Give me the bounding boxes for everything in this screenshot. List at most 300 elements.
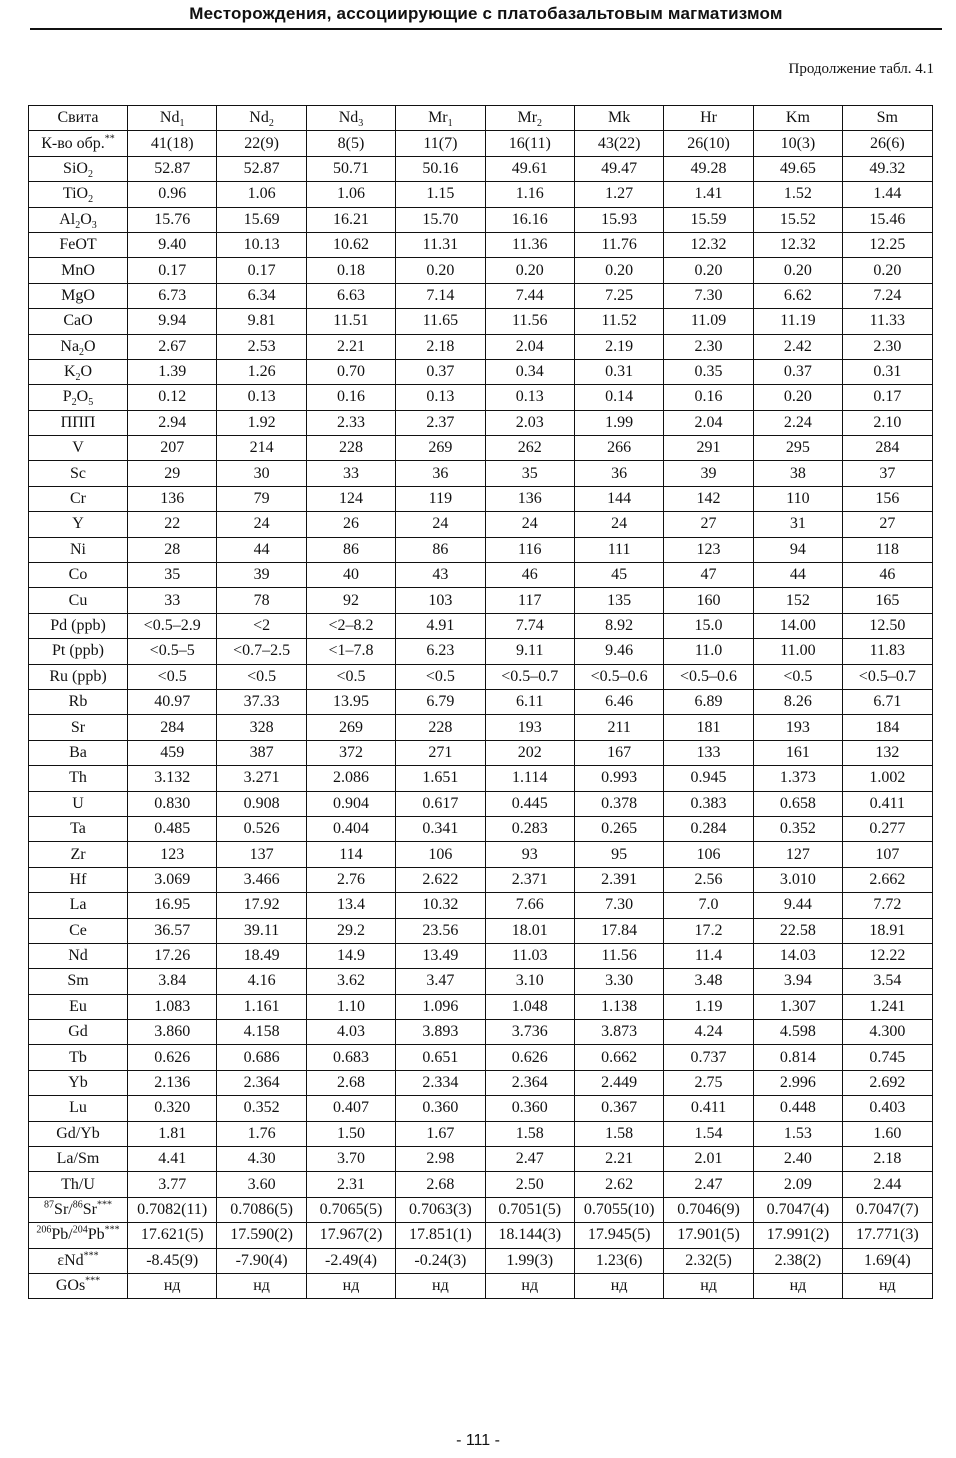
table-cell: 17.851(1) [396,1223,485,1248]
table-cell: 1.307 [753,994,842,1019]
table-cell: 23.56 [396,918,485,943]
row-label-part: 2 [75,219,81,231]
table-row [29,563,933,588]
table-cell: 0.18 [306,258,395,283]
table-cell: 0.617 [396,791,485,816]
table-cell: 49.61 [485,156,574,181]
table-cell: 2.10 [843,410,932,435]
column-header-base: Mr [517,109,538,127]
table-cell: 167 [574,740,663,765]
table-cell: 3.84 [128,969,217,994]
table-cell: 0.12 [128,385,217,410]
table-cell: 3.77 [128,1172,217,1197]
table-row [29,131,933,156]
row-label-part: CaO [63,312,93,330]
table-cell: 0.360 [485,1096,574,1121]
table-cell: 11.76 [574,232,663,257]
table-cell: 0.17 [843,385,932,410]
table-row [29,943,933,968]
table-cell: 10(3) [753,131,842,156]
table-cell: 11.83 [843,639,932,664]
row-label-part: MgO [61,286,95,304]
table-cell: 3.60 [217,1172,306,1197]
table-cell: 0.7051(5) [485,1197,574,1222]
table-cell: 13.4 [306,893,395,918]
row-label-part: Sm [67,972,89,990]
table-cell: 29.2 [306,918,395,943]
table-cell: 7.44 [485,283,574,308]
table-cell: 1.26 [217,359,306,384]
table-row [29,232,933,257]
table-row [29,639,933,664]
table-cell: 135 [574,588,663,613]
column-header [664,106,753,131]
row-label-part: La/Sm [56,1150,100,1168]
table-cell: 10.62 [306,232,395,257]
table-cell: 2.98 [396,1147,485,1172]
table-cell: 3.70 [306,1147,395,1172]
table-cell: 6.11 [485,689,574,714]
table-cell: 0.17 [217,258,306,283]
row-label-part: Pb [87,1226,105,1244]
table-cell: 127 [753,842,842,867]
table-cell: 228 [306,436,395,461]
row-label-part: Ru (ppb) [49,667,107,685]
table-cell: 0.265 [574,816,663,841]
table-cell: 50.71 [306,156,395,181]
table-cell: 0.20 [753,385,842,410]
table-cell: <2–8.2 [306,613,395,638]
table-cell: 2.68 [306,1070,395,1095]
table-cell: 17.26 [128,943,217,968]
table-cell: 15.93 [574,207,663,232]
table-cell: <0.5–2.9 [128,613,217,638]
table-cell: 12.22 [843,943,932,968]
table-cell: 2.371 [485,867,574,892]
table-cell: 17.967(2) [306,1223,395,1248]
table-cell: 1.241 [843,994,932,1019]
column-header-subscript: 3 [358,118,364,130]
row-label-part: La [69,896,87,914]
table-cell: 7.30 [574,893,663,918]
table-cell: нд [128,1273,217,1298]
table-cell: 9.44 [753,893,842,918]
table-row [29,436,933,461]
table-row [29,867,933,892]
table-cell: 2.56 [664,867,753,892]
table-cell: 184 [843,715,932,740]
table-cell: 0.403 [843,1096,932,1121]
column-header-base: Sm [876,109,898,127]
row-label-part: Tb [69,1048,87,1066]
table-cell: 29 [128,461,217,486]
table-cell: 45 [574,563,663,588]
row-label-part: 5 [88,397,94,409]
table-cell: 1.92 [217,410,306,435]
table-cell: 193 [753,715,842,740]
table-row [29,1096,933,1121]
table-cell: 0.683 [306,1045,395,1070]
table-cell: 2.50 [485,1172,574,1197]
running-title: Месторождения, ассоциирующие с платобазальтовым магматизмом [189,4,783,23]
row-label-part: FeOT [59,236,97,254]
row-label-part: Pb/ [51,1226,73,1244]
table-cell: <1–7.8 [306,639,395,664]
table-cell: 1.99 [574,410,663,435]
row-label-part: U [72,794,84,812]
table-cell: 30 [217,461,306,486]
table-cell: 1.161 [217,994,306,1019]
table-cell: 119 [396,486,485,511]
table-cell: 1.27 [574,182,663,207]
table-cell: 33 [306,461,395,486]
table-cell: 16.21 [306,207,395,232]
row-label-part: O [84,337,96,355]
row-label-part: O [76,388,89,406]
column-header-base: Hr [700,109,717,127]
table-cell: 0.367 [574,1096,663,1121]
table-cell: 0.13 [217,385,306,410]
table-cell: 0.7065(5) [306,1197,395,1222]
row-label [29,232,128,257]
table-cell: 6.71 [843,689,932,714]
table-cell: 0.277 [843,816,932,841]
row-label-part: 87 [44,1199,55,1211]
row-label-part: *** [104,1225,120,1237]
table-cell: <0.5 [128,664,217,689]
table-cell: 17.991(2) [753,1223,842,1248]
row-label [29,486,128,511]
row-label-part: O [80,210,92,228]
table-cell: 36 [574,461,663,486]
table-cell: 2.32(5) [664,1248,753,1273]
row-label [29,1096,128,1121]
table-cell: 46 [843,563,932,588]
table-cell: 136 [485,486,574,511]
table-cell: 9.46 [574,639,663,664]
row-label-part: 2 [75,372,81,384]
column-header-subscript: 2 [268,118,274,130]
table-cell: 0.352 [217,1096,306,1121]
row-label [29,1020,128,1045]
row-label-part: 86 [72,1199,83,1211]
table-cell: 11.36 [485,232,574,257]
table-row [29,766,933,791]
row-label [29,664,128,689]
table-cell: 52.87 [217,156,306,181]
table-row [29,816,933,841]
table-cell: 7.0 [664,893,753,918]
table-cell: 2.662 [843,867,932,892]
table-cell: 2.03 [485,410,574,435]
table-cell: 1.16 [485,182,574,207]
row-label [29,537,128,562]
table-cell: 0.411 [664,1096,753,1121]
table-cell: 11.56 [574,943,663,968]
table-cell: 6.89 [664,689,753,714]
table-cell: 7.24 [843,283,932,308]
row-label-part: Cr [70,490,86,508]
table-cell: 4.24 [664,1020,753,1045]
table-cell: нд [843,1273,932,1298]
row-label-part: Gd/Yb [56,1124,100,1142]
table-cell: 24 [574,512,663,537]
table-cell: 7.66 [485,893,574,918]
table-cell: 2.18 [396,334,485,359]
table-cell: 2.19 [574,334,663,359]
table-header-row [29,106,933,131]
table-cell: 3.736 [485,1020,574,1045]
table-cell: 0.7063(3) [396,1197,485,1222]
table-cell: 0.352 [753,816,842,841]
table-cell: 49.32 [843,156,932,181]
table-cell: 0.993 [574,766,663,791]
table-row [29,740,933,765]
table-cell: 24 [396,512,485,537]
row-label-part: 2 [71,397,77,409]
row-label [29,867,128,892]
row-label [29,994,128,1019]
table-cell: 2.62 [574,1172,663,1197]
table-cell: 0.283 [485,816,574,841]
table-cell: 2.76 [306,867,395,892]
column-header-subscript: 1 [179,118,185,130]
table-row [29,893,933,918]
table-cell: 1.06 [217,182,306,207]
table-cell: <0.5–0.6 [664,664,753,689]
table-cell: 4.03 [306,1020,395,1045]
row-label-part: O [80,363,93,381]
row-label [29,436,128,461]
table-cell: 1.99(3) [485,1248,574,1273]
table-cell: 43 [396,563,485,588]
table-cell: 0.448 [753,1096,842,1121]
table-cell: 38 [753,461,842,486]
row-label-part: Lu [69,1099,87,1117]
table-cell: 202 [485,740,574,765]
row-label [29,207,128,232]
table-cell: 9.94 [128,309,217,334]
table-cell: 2.09 [753,1172,842,1197]
table-cell: 0.17 [128,258,217,283]
table-cell: 269 [306,715,395,740]
row-label [29,1070,128,1095]
table-cell: 92 [306,588,395,613]
column-header [396,106,485,131]
table-row [29,1121,933,1146]
row-label-part: TiO [62,185,89,203]
table-row [29,1070,933,1095]
table-cell: <0.5–5 [128,639,217,664]
table-cell: 15.69 [217,207,306,232]
table-cell: 1.54 [664,1121,753,1146]
table-cell: 0.7047(4) [753,1197,842,1222]
table-row [29,486,933,511]
table-row [29,385,933,410]
row-label-part: Rb [68,693,88,711]
table-cell: 6.23 [396,639,485,664]
table-cell: 1.58 [574,1121,663,1146]
table-cell: 11.00 [753,639,842,664]
table-cell: 161 [753,740,842,765]
table-cell: 0.37 [753,359,842,384]
table-cell: 9.40 [128,232,217,257]
row-label-part: Ta [70,820,86,838]
table-cell: 86 [306,537,395,562]
table-cell: 118 [843,537,932,562]
table-cell: 1.81 [128,1121,217,1146]
table-cell: 1.44 [843,182,932,207]
table-cell: 2.47 [664,1172,753,1197]
table-cell: 2.75 [664,1070,753,1095]
table-cell: 41(18) [128,131,217,156]
column-header [306,106,395,131]
table-cell: 11.52 [574,309,663,334]
table-row [29,1045,933,1070]
table-cell: 79 [217,486,306,511]
table-cell: 6.79 [396,689,485,714]
table-cell: 152 [753,588,842,613]
table-cell: 4.16 [217,969,306,994]
table-cell: 0.16 [306,385,395,410]
table-cell: 18.144(3) [485,1223,574,1248]
table-cell: 14.00 [753,613,842,638]
table-cell: 0.14 [574,385,663,410]
table-cell: 37.33 [217,689,306,714]
table-cell: 12.50 [843,613,932,638]
table-cell: 1.048 [485,994,574,1019]
table-cell: 0.7086(5) [217,1197,306,1222]
table-cell: 2.334 [396,1070,485,1095]
table-cell: 3.48 [664,969,753,994]
row-label [29,715,128,740]
row-label-part: P [62,388,72,406]
table-cell: 11.56 [485,309,574,334]
row-label [29,791,128,816]
table-cell: 1.60 [843,1121,932,1146]
table-cell: 3.10 [485,969,574,994]
table-cell: 37 [843,461,932,486]
row-label-part: 2 [87,169,93,181]
table-cell: 2.38(2) [753,1248,842,1273]
table-cell: 15.46 [843,207,932,232]
table-row [29,842,933,867]
table-cell: <0.5–0.7 [843,664,932,689]
table-cell: 15.70 [396,207,485,232]
row-label [29,943,128,968]
table-cell: 6.46 [574,689,663,714]
table-cell: 2.996 [753,1070,842,1095]
row-label-part: ППП [60,413,96,431]
table-cell: 22(9) [217,131,306,156]
table-cell: 1.096 [396,994,485,1019]
table-cell: 2.30 [843,334,932,359]
table-cell: 11.51 [306,309,395,334]
table-cell: 136 [128,486,217,511]
table-cell: 3.132 [128,766,217,791]
table-cell: 6.34 [217,283,306,308]
table-cell: 22 [128,512,217,537]
table-cell: 7.30 [664,283,753,308]
row-label-part: ** [104,133,115,145]
row-label [29,563,128,588]
table-cell: 156 [843,486,932,511]
row-label-part: εNd [57,1251,84,1269]
table-cell: 94 [753,537,842,562]
table-cell: 2.04 [485,334,574,359]
table-cell: 43(22) [574,131,663,156]
table-row [29,537,933,562]
table-cell: 3.54 [843,969,932,994]
table-cell: 8(5) [306,131,395,156]
table-cell: 1.15 [396,182,485,207]
table-cell: 0.35 [664,359,753,384]
table-cell: 11.19 [753,309,842,334]
table-row [29,994,933,1019]
column-header-suite [29,106,128,131]
table-cell: 3.873 [574,1020,663,1045]
table-row [29,309,933,334]
table-row [29,918,933,943]
table-cell: 13.95 [306,689,395,714]
row-label [29,385,128,410]
table-cell: 13.49 [396,943,485,968]
row-label-part: Gd [68,1023,88,1041]
table-cell: 40.97 [128,689,217,714]
table-cell: 18.91 [843,918,932,943]
row-label [29,1172,128,1197]
table-cell: 165 [843,588,932,613]
row-label-part: Cu [68,591,88,609]
table-row [29,283,933,308]
row-label [29,766,128,791]
table-cell: 0.407 [306,1096,395,1121]
row-label [29,359,128,384]
table-cell: 211 [574,715,663,740]
row-label-part: Co [68,566,88,584]
table-cell: 2.364 [217,1070,306,1095]
table-cell: 0.13 [485,385,574,410]
table-cell: нд [574,1273,663,1298]
row-label-part: V [72,439,84,457]
table-cell: 3.860 [128,1020,217,1045]
table-row [29,1172,933,1197]
table-cell: 46 [485,563,574,588]
table-cell: 18.01 [485,918,574,943]
table-cell: 17.84 [574,918,663,943]
table-cell: 0.651 [396,1045,485,1070]
table-cell: 1.41 [664,182,753,207]
row-label [29,283,128,308]
table-cell: 15.0 [664,613,753,638]
table-cell: 28 [128,537,217,562]
row-label [29,410,128,435]
table-cell: <2 [217,613,306,638]
table-cell: 144 [574,486,663,511]
table-cell: 2.53 [217,334,306,359]
table-cell: 137 [217,842,306,867]
row-label-part: Al [59,210,76,228]
table-cell: 228 [396,715,485,740]
table-cell: 6.63 [306,283,395,308]
table-cell: 39.11 [217,918,306,943]
table-cell: 0.341 [396,816,485,841]
table-cell: 78 [217,588,306,613]
table-cell: 17.2 [664,918,753,943]
table-cell: -8.45(9) [128,1248,217,1273]
row-label-part: Sc [70,464,86,482]
row-label [29,156,128,181]
